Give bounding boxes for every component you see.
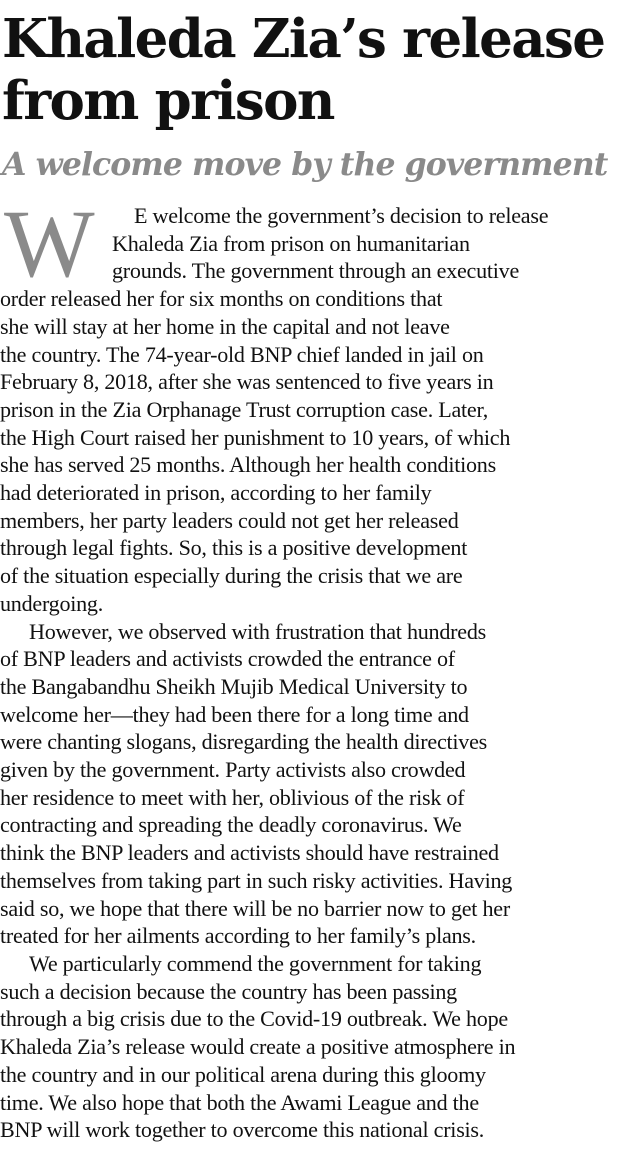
body-line: had deteriorated in prison, according to her family	[0, 480, 432, 506]
paragraph-1	[0, 190, 629, 618]
body-line: the High Court raised her punishment to 10 years, of which	[0, 424, 511, 450]
body-line: given by the government. Party activists also crowded	[0, 757, 466, 783]
paragraph-3	[0, 950, 629, 1144]
headline-line: Khaleda Zia’s release	[2, 8, 605, 70]
body-line: think the BNP leaders and activists should have restrained	[0, 840, 499, 866]
body-line: the country and in our political arena during this gloomy	[0, 1061, 486, 1087]
body-line: grounds. The government through an executive	[112, 258, 520, 284]
body-line: time. We also hope that both the Awami League and the	[0, 1089, 479, 1115]
body-line: Khaleda Zia from prison on humanitarian	[112, 230, 470, 256]
body-line: BNP will work together to overcome this national crisis.	[0, 1117, 485, 1143]
body-line: themselves from taking part in such risky activities. Having	[0, 867, 513, 893]
body-line: order released her for six months on conditions that	[0, 286, 443, 312]
body-line: such a decision because the country has been passing	[0, 978, 457, 1004]
body-line: she will stay at her home in the capital and not leave	[0, 313, 450, 339]
body-line: undergoing.	[0, 590, 104, 616]
article-body	[0, 190, 629, 1144]
body-line: February 8, 2018, after she was sentenced to five years in	[0, 369, 494, 395]
drop-cap: W	[4, 190, 95, 297]
body-line: E welcome the government’s decision to release	[134, 203, 549, 228]
body-line: the country. The 74-year-old BNP chief landed in jail on	[0, 341, 484, 367]
body-line: her residence to meet with her, oblivious of the risk of	[0, 784, 465, 810]
body-line: were chanting slogans, disregarding the health directives	[0, 729, 487, 755]
body-line: welcome her—they had been there for a long time and	[0, 701, 469, 727]
body-line: Khaleda Zia’s release would create a positive atmosphere in	[0, 1034, 516, 1060]
body-line: However, we observed with frustration that hundreds	[29, 618, 486, 644]
subheadline: A welcome move by the government	[2, 146, 608, 183]
body-line: We particularly commend the government for taking	[29, 950, 482, 976]
headline	[0, 8, 629, 132]
body-line: the Bangabandhu Sheikh Mujib Medical University to	[0, 673, 468, 699]
body-line: of the situation especially during the crisis that we are	[0, 563, 463, 589]
body-line: members, her party leaders could not get her released	[0, 507, 459, 533]
body-line: through legal fights. So, this is a positive development	[0, 535, 468, 561]
body-line: she has served 25 months. Although her health conditions	[0, 452, 496, 478]
body-line: said so, we hope that there will be no barrier now to get her	[0, 895, 510, 921]
body-line: contracting and spreading the deadly coronavirus. We	[0, 812, 462, 838]
paragraph-2	[0, 618, 629, 950]
body-line: treated for her ailments according to her family’s plans.	[0, 923, 476, 949]
headline-line: from prison	[2, 70, 334, 132]
body-line: through a big crisis due to the Covid-19 outbreak. We hope	[0, 1006, 508, 1032]
body-line: prison in the Zia Orphanage Trust corruption case. Later,	[0, 396, 488, 422]
body-line: of BNP leaders and activists crowded the entrance of	[0, 646, 455, 672]
